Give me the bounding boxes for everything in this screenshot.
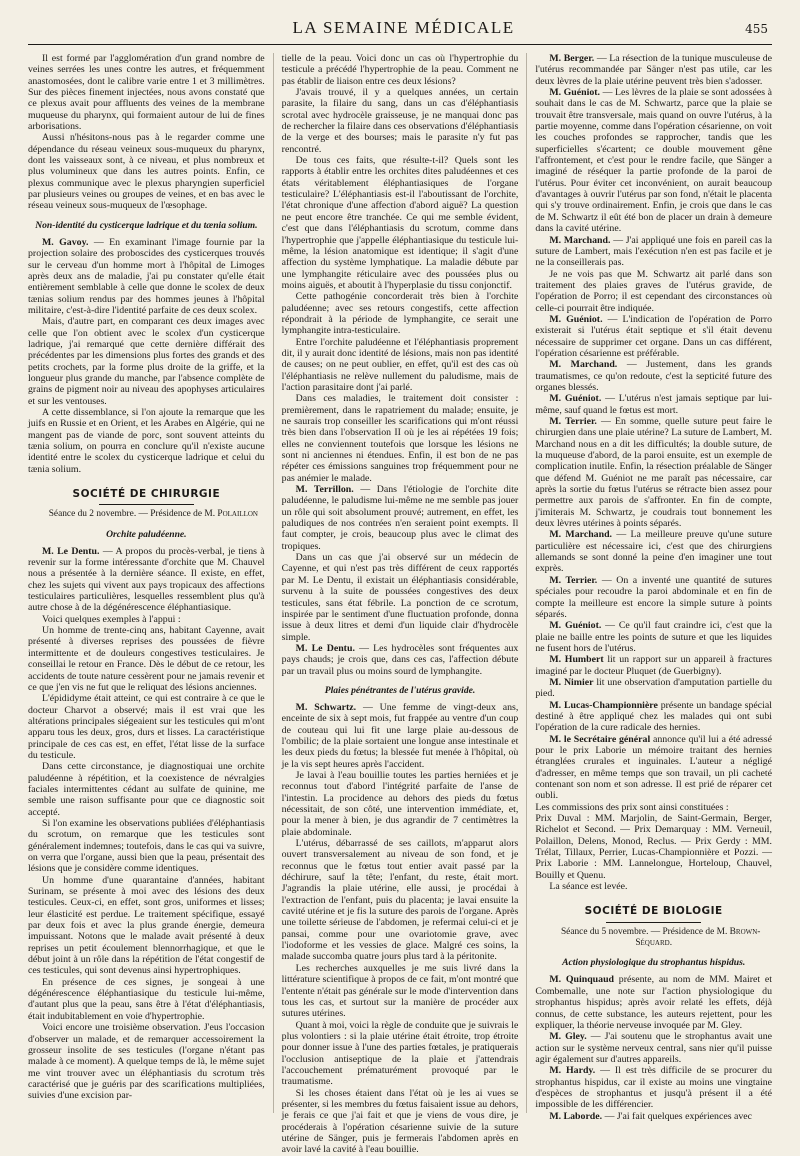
subheading: Orchite paludéenne. [106,528,187,540]
subheading: Plaies pénétrantes de l'utérus gravide. [324,684,476,696]
paragraph [535,235,772,269]
column-divider [526,53,527,1113]
paragraph: Dans ces maladies, le traitement doit consister : premièrement, dans le rapatriement du malade; ensuite, je ne saurais trop conseiller les scarifications qui m'ont réussi très bien dans l'observation II où je les ai répétées 19 fois; elles ne conviennent toutefois que lorsque les lésions ne sont ni anciennes ni étendues. Enfin, il est bon de ne pas répéter ces émissions sanguines trop fréquemment pour ne pas anémier le malade. [281,393,519,484]
speaker-name: M. Le Dentu. [42,545,100,557]
paragraph: Dans un cas que j'ai observé sur un médecin de Cayenne, et qui n'est pas très différent de ceux rapportés par M. Le Dentu, il existait un éléphantiasis considérable, survenu à la suite de poussées congestives des deux testicules, sans état fébrile. La ponction de ce scrotum, inspirée par le sentiment d'une fluctuation profonde, donna issue à deux litres et demi d'un liquide clair d'hydrocèle simple. [281,552,519,643]
paragraph-text: présente un bandage spécial destiné à être appliqué chez les malades qui ont subi l'opération de la cure radicale des hernies. [535,699,773,734]
paragraph: A cette dissemblance, si l'on ajoute la remarque que les juifs en Russie et en Orient, et les Arabes en Algérie, qui ne mangent pas de viande de porc, sont souvent atteints du tænia solium, on pourra en conclure qu'il n'existe aucune identité entre le scolex du cysticerque ladrique et celui du tænia solium. [28,406,265,475]
paragraph: La séance est levée. [549,881,628,893]
paragraph: Mais, d'autre part, en comparant ces deux images avec celle que l'on obtient avec le scolex d'un cysticerque ladrique, j'ai remarqué que cette dernière différait des précédentes par les dimensions plus fortes des grands et des petits crochets, par la forme plus droite de la griffe, et la longueur plus grande du manche, par l'absence complète de grains de pigment noir au niveau des apophyses articulaires et sur les ventouses. [28,316,265,407]
paragraph-text: — Justement, dans les grands traumatismes, ce qu'on redoute, c'est la septicité future des organes blessés. [535,359,773,393]
paragraph [535,359,772,393]
prize-commissions [535,802,772,881]
paragraph-text: — J'ai fait quelques expériences avec [602,1110,753,1122]
paragraph-text: lit un rapport sur un appareil à fractures imaginé par le docteur Pluquet (de Guerbigny). [535,654,773,677]
paragraph-text: — On a inventé une quantité de sutures spéciales pour recoudre la paroi abdominale et en fin de compte la meilleure est encore la simple suture à points séparés. [535,574,773,620]
speaker-name: M. Guéniot. [549,313,603,325]
paragraph: L'utérus, débarrassé de ses caillots, m'apparut alors ouvert transversalement au niveau de son fond, et je reconnus que le fœtus tout entier avait passé par la déchirure, sauf la tête; l'enfant, du reste, était mort. J'agrandis la plaie utérine, elle aussi, je procédai à l'extraction de l'enfant, puis du placenta; je lavai ensuite la cavité utérine et je fis la suture des parois de l'organe. Après une toilette sérieuse de l'abdomen, je refermai celui-ci et je pansai, comme pour une ovariotomie grave, avec l'iodoforme et les vessies de glace. Malgré ces soins, la malade succomba quatre jours plus tard à la péritonite. [281,838,519,963]
speaker-name: M. Le Dentu. [295,642,355,654]
seance-line [535,927,772,950]
paragraph-text: — Il est très difficile de se procurer du strophantus hispidus, car il existe au moins une vingtaine d'espèces de strophantus et jusqu'à présent il a été impossible de les différencier. [535,1065,773,1111]
speaker-name: M. Lucas-Championnière [549,699,658,711]
page-number: 455 [745,22,768,36]
paragraph [282,484,519,552]
speaker-name: M. Gley. [549,1031,587,1043]
subheading: Non-identité du cysticerque ladrique et du tænia solium. [35,219,258,231]
paragraph-text: — J'ai soutenu que le strophantus avait une action sur le système nerveux central, sans nier qu'il puisse agir également sur d'autres appareils. [535,1031,773,1065]
paragraph [535,734,772,802]
speaker-name: M. Gavoy. [42,236,89,248]
paragraph-text: — La résection de la tunique musculeuse de l'utérus recommandée par Sänger n'est pas utile, car les deux lèvres de la plaie utérine peuvent très bien s'adosser. [535,53,773,87]
paragraph [535,654,772,677]
paragraph [535,53,772,87]
paragraph: Un homme d'une quarantaine d'années, habitant Surinam, se présente à moi avec des lésions des deux testicules. Ceux-ci, en effet, sont gros, uniformes et lisses; leur élasticité est perdue. Le traitement spécifique, essayé par deux fois et avec la plus grande énergie, demeura impuissant. Notons que le malade avait présenté à deux reprises un petit écoulement blennorrhagique, et que le début joint à un rôle dans la répétition de l'état congestif de ces testicules, qui sont devenus ainsi hypertrophiques. [28,874,265,977]
paragraph: Quant à moi, voici la règle de conduite que je suivrais le plus volontiers : si la plaie utérine était étroite, trop étroite pour donner issue à l'une des parties fœtales, je pratiquerais l'occlusion antiseptique de la plaie et j'attendrais l'accouchement prématurément provoqué par le traumatisme. [281,1019,519,1088]
paragraph [28,546,265,614]
speaker-name: M. Hardy. [549,1065,596,1077]
paragraph-text: lit une observation d'amputation partielle du pied. [535,676,773,700]
section-title: SOCIÉTÉ DE CHIRURGIE [72,488,221,501]
speaker-name: M. Guéniot. [549,620,602,632]
paragraph [535,529,772,574]
paragraph [535,87,772,234]
paragraph-text: — A propos du procès-verbal, je tiens à revenir sur la forme intéressante d'orchite que M. Chauvel nous a présentée à la dernière séance. Il existe, en effet, chez les sujets qui vivent aux pays tropicaux des affections testiculaires particulières, lesquelles ressemblent plus qu'à autre chose à de la dégénérescence éléphantiasique. [28,545,265,614]
paragraph: Entre l'orchite paludéenne et l'éléphantiasis proprement dit, il y aurait donc identité de lésions, mais non pas identité de causes; on ne peut oublier, en effet, qu'il est des cas où l'éléphantiasis ne relève nullement du paludisme, mais de l'action parasitaire dont j'ai parlé. [281,336,519,393]
speaker-name: M. Guéniot. [549,87,601,99]
paragraph-text: — En somme, quelle suture peut faire le chirurgien dans une plaie utérine? La suture de Lambert, M. Marchand nous en a dit les difficultés; la double suture, de la muqueuse d'abord, de la paroi ensuite, est un exemple de complication inutile. Enfin, la résection préalable de Sänger que défend M. Guéniot ne me paraît pas nécessaire, car après la sortie du fœtus l'utérus se rétracte bien assez pour permettre aux parois de s'affronter. En fin de compte, j'imiterais M. Schwartz, je coudrais tout bonnement les deux lèvres utérines à points séparés. [535,416,773,530]
journal-title: LA SEMAINE MÉDICALE [292,18,515,37]
paragraph: Je ne vois pas que M. Schwartz ait parlé dans son traitement des plaies graves de l'utérus gravide, de l'opération de Porro; il est cependant des circonstances où celle-ci pourrait être indiquée. [535,268,773,314]
paragraph: Si l'on examine les observations publiées d'éléphantiasis du scrotum, on remarque que les testicules sont généralement indemnes; toutefois, dans le cas qui va suivre, on verra que l'organe, aussi bien que la peau, présentait des lésions que je considère comme identiques. [28,817,265,875]
paragraph [282,643,519,677]
paragraph [535,700,772,734]
paragraph: J'avais trouvé, il y a quelques années, un certain parasite, la filaire du sang, dans un cas d'éléphantiasis scrotal avec hydrocèle graisseuse, je ne manquai donc pas de rechercher la filaire dans ces observations d'éléphantiasis de la verge et des bourses; mais le parasite n'y fut pas rencontré. [281,87,519,155]
paragraph: Il est formé par l'agglomération d'un grand nombre de veines serrées les unes contre les autres, et fréquemment anastomosées, dont le calibre varie entre 1 et 3 millimètres. Sur des pièces finement injectées, nous avons constaté que ce plexus avait pour affluents des veines de la membrane muqueuse du pharynx, qui formaient autour de lui de fines arborisations. [28,53,265,133]
speaker-name: M. Terrier. [549,416,597,427]
paragraph-text: — Les lèvres de la plaie se sont adossées à souhait dans le cas de M. Schwartz, parce que la plaie se trouvait être transversale, mais quand on ouvre l'utérus, à la partie moyenne, comme dans l'opération césarienne, on voit les couches profondes se rapprocher, tandis que les superficielles s'écartent; ce double mouvement gêne l'affrontement, et c'est pour le rendre facile, que Sänger a imaginé de réséquer la partie profonde de la paroi de l'utérus. Pour éviter cet inconvénient, on aurait beaucoup d'avantages à ouvrir l'utérus par son fond, n'était le placenta qui s'y trouve ordinairement. Enfin, je crois que dans le cas de M. Schwartz il eût été bon de placer un drain à demeure dans la cavité utérine. [535,87,773,235]
paragraph: Les recherches auxquelles je me suis livré dans la littérature scientifique à propos de ce fait, m'ont montré que l'entente n'était pas générale sur le mode d'intervention dans tous les cas, et surtout sur la manière de procéder aux sutures utérines. [281,962,519,1020]
paragraph-text: annonce qu'il lui a été adressé pour le prix Laborie un mémoire traitant des hernies étranglées crurales et inguinales. L'auteur a négligé d'adresser, en même temps que son travail, un pli cacheté contenant son nom et son adresse. Il est prié de réparer cet oubli. [535,733,773,802]
speaker-name: M. Quinquaud [549,974,615,986]
speaker-name: M. Guéniot. [549,393,602,405]
speaker-name: M. Terrier. [549,574,598,586]
paragraph-text: — Ce qu'il faut craindre ici, c'est que la plaie ne baille entre les points de suture et que les liquides ne fusent hors de l'utérus. [535,620,773,654]
paragraph: Dans cette circonstance, je diagnostiquai une orchite paludéenne à répétition, et la coexistence de névralgies faciales intermittentes cédant au sulfate de quinine, me semble une raison suffisante pour que ce diagnostic soit accepté. [28,761,265,818]
paragraph: Je lavai à l'eau bouillie toutes les parties herniées et je reconnus tout d'abord l'intégrité parfaite de l'anse de l'intestin. La procidence au dehors des pieds du fœtus nécessitait, de son côté, une intervention immédiate, et, pour la mener à bien, je dus agrandir de 7 centimètres la plaie abdominale. [281,769,519,838]
paragraph-text: — L'utérus n'est jamais septique par lui-même, sauf quand le fœtus est mort. [535,393,772,416]
paragraph: Prix Duval : MM. Marjolin, de Saint-Germain, Berger, Richelot et Second. — Prix Demarquay : MM. Verneuil, Polaillon, Delens, Monod, Reclus. — Prix Gerdy : MM. Trélat, Tillaux, Perrier, Lucas-Championnière et Pozzi. — Prix Laborie : MM. Lannelongue, Horteloup, Chauvel, Bouilly et Quenu. [535,813,773,881]
column-1 [28,53,265,1113]
paragraph-text: — J'ai appliqué une fois en pareil cas la suture de Lambert, mais l'exécution n'en est pas facile et je ne la conseillerais pas. [535,234,773,269]
seance-text: Séance du 2 novembre. — Présidence de M. [48,509,218,520]
column-divider [273,53,274,1113]
speaker-name: M. Humbert [549,654,604,666]
paragraph: Voici quelques exemples à l'appui : [42,613,181,625]
seance-text: Séance du 5 novembre. — Présidence de M. [560,926,730,937]
speaker-name: M. Nimier [549,676,594,688]
paragraph [282,702,519,770]
paragraph: tielle de la peau. Voici donc un cas où l'hypertrophie du testicule a précédé l'hypertrophie de la peau. Comment ne pas établir de liaison entre ces deux lésions? [281,53,519,87]
president-name: Brown-Séquard. [635,926,761,949]
speaker-name: M. Berger. [549,53,595,64]
section-title: SOCIÉTÉ DE BIOLOGIE [584,905,723,918]
paragraph-text: — En examinant l'image fournie par la projection solaire des proboscides des cysticerques trouvés sur le cerveau d'un homme mort à l'hôpital de Limoges après deux ans de maladie, j'ai pu constater qu'elle était entièrement semblable à celle que donne le scolex de deux tænias solium rendus par des hommes jeunes à l'hôpital militaire, c'est-à-dire l'identité parfaite de ces deux scolex. [28,236,265,316]
speaker-name: M. Marchand. [549,529,612,541]
paragraph [535,974,772,1031]
paragraph-text: — Une femme de vingt-deux ans, enceinte de six à sept mois, fut frappée au ventre d'un coup de couteau qui lui fit une large plaie au-dessous de l'ombilic; de la plaie sortaient une longue anse intestinale et les deux pieds du fœtus; la blessée fut menée à l'hôpital, où je la vis sept heures après l'accident. [281,701,519,770]
seance-line [28,509,265,520]
paragraph-text: — La meilleure preuve qu'une suture particulière est nécessaire ici, c'est que des chirurgiens allemands se sont donné la peine d'en imaginer une tout exprès. [535,529,773,575]
paragraph-text: — Les hydrocèles sont fréquentes aux pays chauds; je crois que, dans ces cas, l'affection débute par un travail plus ou moins sourd de lymphangite. [281,642,519,677]
speaker-name: M. Terrillon. [295,484,354,496]
paragraph: Les commissions des prix sont ainsi constituées : [535,801,729,813]
column-3 [535,53,773,1122]
page-header [28,18,772,38]
article-columns [28,53,773,1156]
president-name: Polaillon [217,509,258,520]
paragraph [535,416,772,529]
paragraph: Un homme de trente-cinq ans, habitant Cayenne, avait présenté à diverses reprises des poussées de fièvre intermittente et de douleurs congestives testiculaires. Je conseillai le retour en France. Dès le début de ce retour, les accidents de toute nature cessèrent pour ne jamais revenir et ce que j'en vis ne fut que le reliquat des lésions anciennes. [28,625,265,693]
speaker-name: M. Marchand. [549,359,618,371]
paragraph: Voici encore une troisième observation. J'eus l'occasion d'observer un malade, et de remarquer accessoirement la grosseur insolite de ses testicules (l'organe n'étant pas malade à ce moment). A quelque temps de là, le même sujet me vint trouver avec un éléphantiasis du scrotum très caractérisé que je guéris par des scarifications multipliées, suivies d'une excision par- [28,1022,265,1102]
speaker-name: M. Schwartz. [295,701,357,713]
paragraph: Si les choses étaient dans l'état où je les ai vues se présenter, si les membres du fœtus faisaient issue au dehors, je ferais ce que j'ai fait et que je viens de vous dire, je procéderais à l'opération césarienne suivie de la suture utérine de Sänger, puis je fermerais l'abdomen après en avoir lavé la cavité à l'eau bouillie. [281,1087,519,1156]
paragraph-text: présente, au nom de MM. Mairet et Combemalle, une note sur l'action physiologique du strophantus hispidus; après avoir relaté les effets, déjà connus, de cette substance, les auteurs rejettent, pour les expliquer, la théorie nerveuse invoquée par M. Gley. [535,974,773,1031]
paragraph [535,1111,772,1122]
paragraph [535,1065,772,1110]
paragraph: L'épididyme était atteint, ce qui est contraire à ce que le docteur Charvot a observé; mais il est vrai que les altérations principales siégeaient sur les testicules qui m'ont apparu tous les deux, gros, durs et lisses. La caractéristique principale de ces cas est, en effet, l'état lisse de la surface du testicule. [28,693,265,761]
paragraph [535,677,772,700]
paragraph: Aussi n'hésitons-nous pas à le regarder comme une dépendance du réseau veineux sous-muqueux du pharynx, dont les vaisseaux sont, à ce niveau, et plus nombreux et plus volumineux que dans les autres points. Enfin, ce plexus communique avec le plexus pharyngien superficiel par plusieurs veines ou groupes de veines, et en bas avec le réseau veineux sous-muqueux de l'œsophage. [28,132,265,212]
paragraph: De tous ces faits, que résulte-t-il? Quels sont les rapports à établir entre les orchites dites paludéennes et ces états véritablement éléphantiasiques de l'organe testiculaire? L'éléphantiasis est-il l'aboutissant de l'orchite, l'état chronique d'une affection d'abord aiguë? La question ne peut encore être tranchée. Ce qui me semble évident, c'est que dans l'éléphantiasis du scrotum, comme dans l'hypertrophie que j'appelle éléphantiasique du testicule lui-même, la lésion anatomique est identique; il s'agit d'une affection du système lymphatique. La maladie débute par une lymphangite réticulaire avec des poussées plus ou moins aiguës, et aboutit à l'hyperplasie du tissu conjonctif. [281,155,519,291]
paragraph [535,393,772,416]
paragraph [535,575,772,620]
paragraph: Cette pathogénie concorderait très bien à l'orchite paludéenne; avec ses retours congestifs, cette affection répondrait à la période de lymphangite, ce serait une lymphangite intra-testiculaire. [281,291,519,337]
speaker-name: M. Marchand. [549,234,611,246]
paragraph [535,620,772,654]
paragraph-text: — Dans l'étiologie de l'orchite dite paludéenne, le paludisme lui-même ne me semble pas jouer un rôle qui soit absolument prouvé; autrement, en effet, les paludiques de nos contrées n'en seraient point exempts. Il faut compter, je crois, beaucoup plus avec le climat des tropiques. [281,484,519,552]
speaker-name: M. Laborde. [549,1110,603,1122]
paragraph-text: — L'indication de l'opération de Porro existerait si l'utérus était septique et s'il était devenu nécessaire de supprimer cet organe. Dans un cas différent, l'opération césarienne est préférable. [535,313,773,359]
section-rule [99,504,194,505]
speaker-name: M. le Secrétaire général [549,733,651,745]
paragraph: En présence de ces signes, je songeai à une dégénérescence éléphantiasique du testicule lui-même, d'autant plus que la peau, sans être à l'état d'éléphantiasis, était indubitablement en voie d'hypertrophie. [28,976,265,1022]
paragraph [535,314,772,359]
header-rule [28,44,772,45]
paragraph [28,237,265,316]
column-2 [281,53,519,1156]
section-rule [606,922,701,923]
paragraph [535,1031,772,1065]
subheading: Action physiologique du strophantus hispidus. [562,957,746,969]
